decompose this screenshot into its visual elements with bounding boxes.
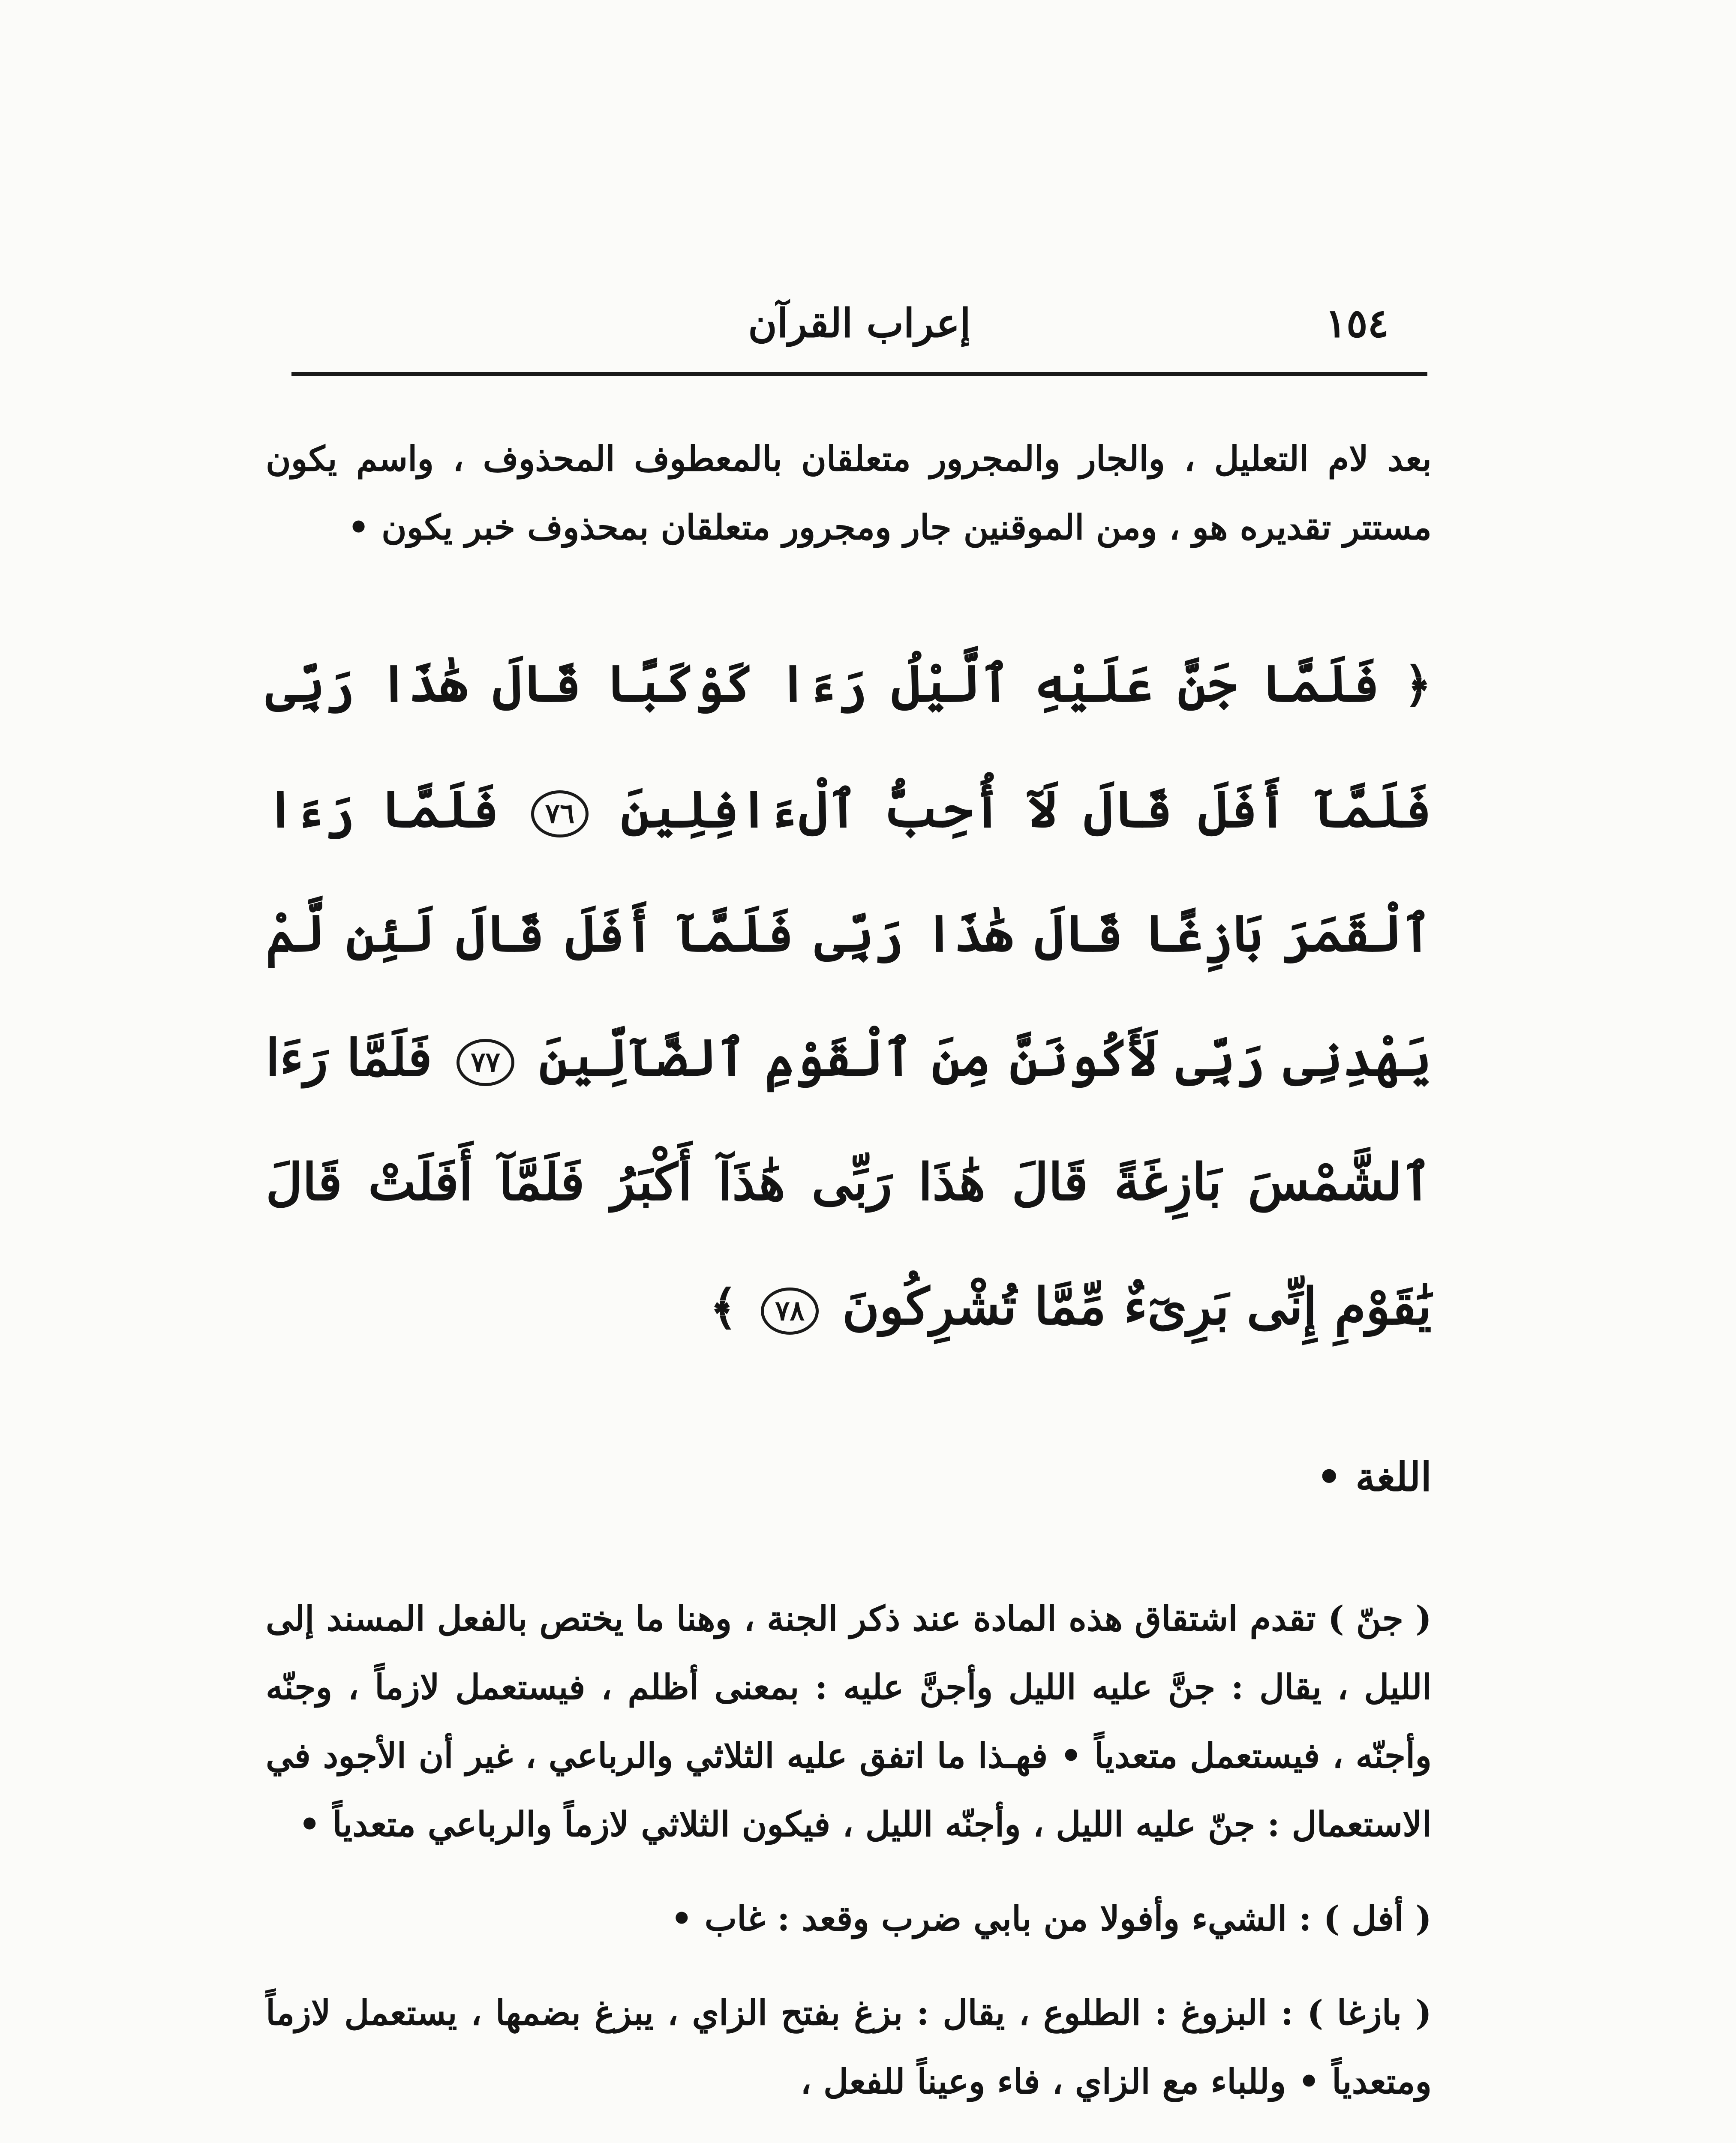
lexical-entry: ( بازغا ) : البزوغ : الطلوع ، يقال : بزغ بفتح الزاي ، يبزغ بضمها ، يستعمل لازماً ومتعدياً • وللباء مع الزاي ، فاء وعيناً للفعل ، bbox=[266, 1993, 1432, 2101]
page-number: ١٥٤ bbox=[1325, 300, 1389, 346]
ayah-number-marker: ٧٧ bbox=[457, 1039, 514, 1086]
ayah-number-marker: ٧٦ bbox=[531, 790, 589, 837]
ayah-number-marker: ٧٨ bbox=[761, 1288, 819, 1335]
verse-part-2: فَلَمَّا رَءَا ٱلْقَمَرَ بَازِغًا قَالَ هَٰذَا رَبِّى فَلَمَّآ أَفَلَ قَالَ لَئِن لَّمْ يَهْدِنِى رَبِّى لَأَكُونَنَّ مِنَ ٱلْقَوْمِ ٱلضَّآلِّينَ bbox=[266, 779, 1432, 1087]
quran-verse bbox=[266, 621, 1432, 1370]
header-rule bbox=[291, 372, 1427, 376]
verse-close-bracket: ﴾ bbox=[709, 1280, 738, 1335]
lexical-entry: ( جنّ ) تقدم اشتقاق هذه المادة عند ذكر الجنة ، وهنا ما يختص بالفعل المسند إلى الليل ، يقال : جنَّ عليه الليل وأجنَّ عليه : بمعنى أظلم ، فيستعمل لازماً ، وجنّه وأجنّه ، فيستعمل متعدياً • فهـذا ما اتفق عليه الثلاثي والرباعي ، غير أن الأجود في الاستعمال : جنّ عليه الليل ، وأجنّه الليل ، فيكون الثلاثي لازماً والرباعي متعدياً • bbox=[266, 1598, 1432, 1844]
lexical-entry: ( أفل ) : الشيء وأفولا من بابي ضرب وقعد : غاب • bbox=[670, 1898, 1432, 1939]
verse-part-3: فَلَمَّا رَءَا ٱلشَّمْسَ بَازِغَةً قَالَ هَٰذَا رَبِّى هَٰذَآ أَكْبَرُ فَلَمَّآ أَفَلَتْ قَالَ يَٰقَوْمِ إِنِّى بَرِىٓءٌ مِّمَّا تُشْرِكُونَ bbox=[266, 1028, 1432, 1336]
running-title: إعراب القرآن bbox=[748, 300, 971, 346]
section-title-language: اللغة • bbox=[1316, 1454, 1432, 1500]
verse-open-bracket: ﴿ bbox=[1404, 657, 1432, 712]
page-body bbox=[266, 424, 1432, 2141]
intro-paragraph: بعد لام التعليل ، والجار والمجرور متعلقان بالمعطوف المحذوف ، واسم يكون مستتر تقديره هو ، ومن الموقنين جار ومجرور متعلقان بمحذوف خبر يكون • bbox=[266, 438, 1432, 547]
page-header bbox=[291, 291, 1427, 364]
section-spacer bbox=[266, 1511, 1432, 1584]
verse-part-1: فَلَمَّا جَنَّ عَلَيْهِ ٱلَّيْلُ رَءَا كَوْكَبًا قَالَ هَٰذَا رَبِّى فَلَمَّآ أَفَلَ قَالَ لَآ أُحِبُّ ٱلْءَافِلِينَ bbox=[266, 654, 1432, 839]
